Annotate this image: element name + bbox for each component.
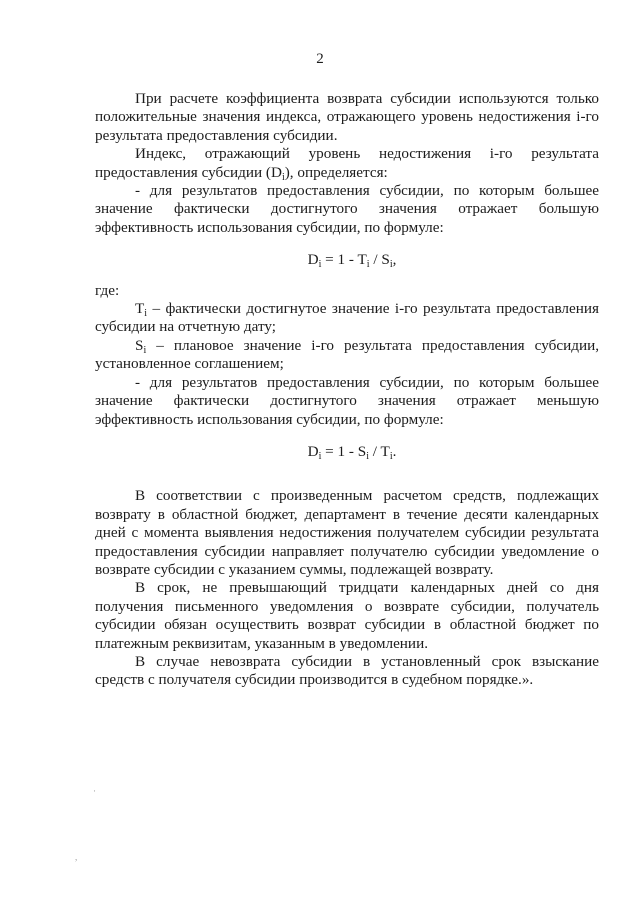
formula-2-s-sub: i [366, 450, 369, 462]
definition-t [95, 300, 599, 337]
paragraph-return-deadline: В срок, не превышающий тридцати календарных дней со дня получения письменного уведомления о возврате субсидии, получатель субсидии обязан осуществить возврат субсидии в областной бюджет по платежным реквизитам, указанным в уведомлении. [95, 579, 599, 652]
formula-2-end: . [392, 442, 397, 460]
document-body [95, 90, 599, 690]
paragraph-court-recovery: В случае невозврата субсидии в установленный срок взыскание средств с получателя субсидии производится в судебном порядке.». [95, 652, 599, 689]
where-label: где: [95, 281, 120, 299]
formula-2-d: D [307, 442, 319, 460]
formula-1-s: / S [369, 251, 390, 269]
index-subscript: i [281, 171, 285, 183]
formula-1-d: D [307, 251, 319, 269]
formula-1-s-sub: i [389, 259, 393, 271]
page-number: 2 [316, 51, 324, 67]
definition-t-text: – фактически достигнутое значение i-го результата предоставления субсидии на отчетную дату; [95, 300, 599, 336]
formula-1-d-sub: i [318, 259, 322, 271]
index-definition-end: ), определяется: [284, 163, 388, 181]
formula-2 [105, 443, 599, 461]
scan-dot: · [93, 786, 96, 796]
formula-1-t: = 1 - T [321, 251, 367, 269]
formula-2-s: = 1 - S [321, 442, 367, 460]
paragraph-notification: В соответствии с произведенным расчетом средств, подлежащих возврату в областной бюджет, департамент в течение десяти календарных дней с момента выявления недостижения получателем субсидии результата предоставления субсидии направляет получателю субсидии уведомление о возврате субсидии с указанием суммы, подлежащей возврату. [95, 487, 599, 578]
paragraph-case-greater-better: - для результатов предоставления субсидии, по которым большее значение фактически достигнутого значения отражает большую эффективность использования субсидии, по формуле: [95, 182, 599, 236]
definition-t-symbol: T [135, 300, 145, 318]
definition-s-text: – плановое значение i-го результата предоставления субсидии, установленное соглашением; [95, 336, 599, 373]
formula-2-d-sub: i [318, 450, 322, 462]
spacer [95, 473, 599, 487]
paragraph-positive-values: При расчете коэффициента возврата субсидии используются только положительные значения индекса, отражающего уровень недостижения i-го результата предоставления субсидии. [95, 90, 599, 144]
definition-t-sub: i [144, 308, 148, 320]
formula-1 [105, 251, 599, 269]
formula-2-t: / T [368, 442, 390, 460]
scan-mark: , [75, 852, 78, 862]
index-definition-text: Индекс, отражающий уровень недостижения i-го результата предоставления субсидии (D [95, 145, 599, 181]
paragraph-index-definition [95, 145, 599, 182]
formula-1-t-sub: i [366, 259, 370, 271]
paragraph-case-greater-worse: - для результатов предоставления субсидии, по которым большее значение фактически достигнутого значения отражает меньшую эффективность использования субсидии, по формуле: [95, 373, 599, 428]
definition-s-symbol: S [135, 336, 144, 354]
formula-1-end: , [392, 251, 397, 269]
definition-s-sub: i [143, 344, 147, 356]
formula-2-t-sub: i [389, 450, 393, 462]
definition-s [95, 337, 599, 374]
